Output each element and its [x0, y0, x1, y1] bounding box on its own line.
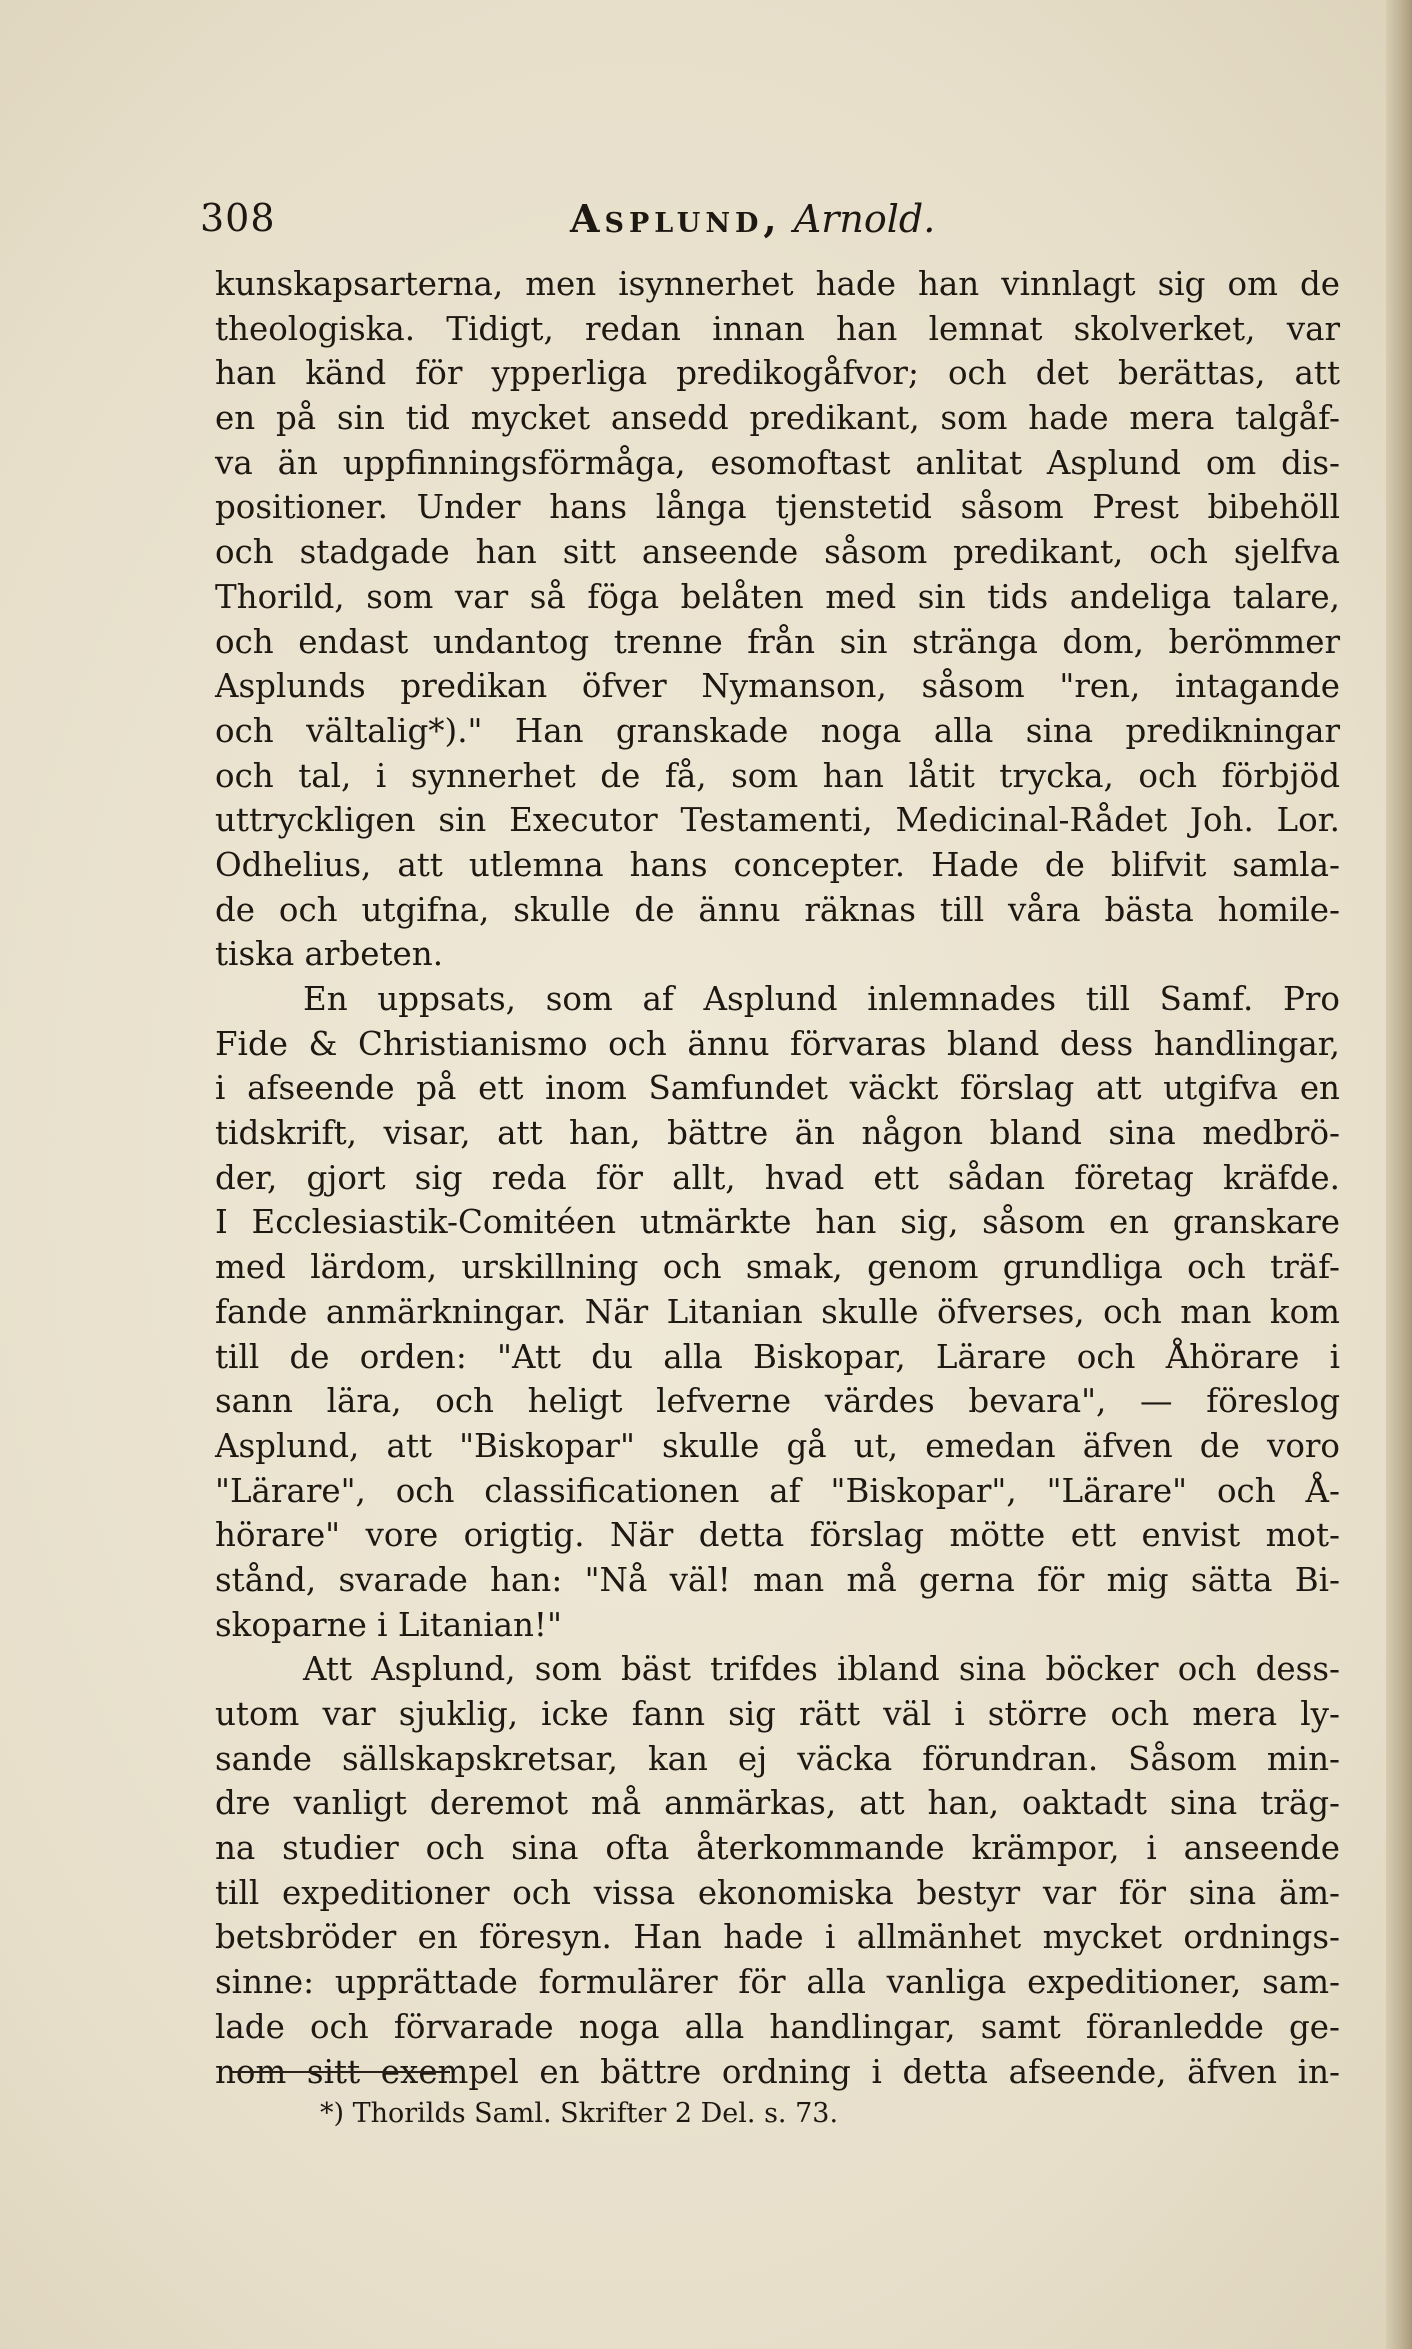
text-line: positioner. Under hans långa tjenstetid såsom Prest bibehöll: [215, 488, 1340, 527]
paragraph-start: En uppsats, som af Asplund inlemnades till Samf. Pro: [303, 980, 1340, 1018]
text-line: Asplund, att "Biskopar" skulle gå ut, emedan äfven de voro: [215, 1426, 1340, 1465]
text-line: Fide & Christianismo och ännu förvaras bland dess handlingar,: [215, 1024, 1340, 1063]
text-line: der, gjort sig reda för allt, hvad ett sådan företag kräfde.: [215, 1158, 1340, 1197]
text-line: sann lära, och heligt lefverne värdes bevara", — föreslog: [215, 1382, 1340, 1421]
footnote: *) Thorilds Saml. Skrifter 2 Del. s. 73.: [320, 2098, 839, 2129]
text-line: betsbröder en föresyn. Han hade i allmänhet mycket ordnings-: [215, 1918, 1340, 1957]
text-line: hörare" vore origtig. När detta förslag mötte ett envist mot-: [215, 1516, 1340, 1555]
running-title-given-name: Arnold.: [793, 197, 936, 241]
text-line: utom var sjuklig, icke fann sig rätt väl i större och mera ly-: [215, 1695, 1340, 1733]
text-line: kunskapsarterna, men isynnerhet hade han vinnlagt sig om de: [215, 265, 1340, 303]
text-line: Asplunds predikan öfver Nymanson, såsom "ren, intagande: [215, 667, 1340, 706]
page-edge: [1386, 0, 1412, 2349]
text-line: I Ecclesiastik-Comitéen utmärkte han sig, såsom en granskare: [215, 1203, 1340, 1242]
page-number: 308: [200, 196, 276, 240]
text-line: nom sitt exempel en bättre ordning i detta afseende, äfven in-: [215, 2052, 1340, 2091]
text-line: till expeditioner och vissa ekonomiska bestyr var för sina äm-: [215, 1873, 1340, 1912]
text-line: theologiska. Tidigt, redan innan han lemnat skolverket, var: [215, 309, 1340, 348]
text-line: uttryckligen sin Executor Testamenti, Medicinal-Rådet Joh. Lor.: [215, 801, 1340, 840]
running-header: [200, 196, 1200, 246]
body-text: [215, 262, 1340, 2094]
paragraph-start: Att Asplund, som bäst trifdes ibland sina böcker och dess-: [303, 1650, 1340, 1689]
text-line: med lärdom, urskillning och smak, genom grundliga och träf-: [215, 1248, 1340, 1287]
text-line: tiska arbeten.: [215, 935, 444, 974]
text-line: lade och förvarade noga alla handlingar, samt föranledde ge-: [215, 2007, 1340, 2046]
text-line: och stadgade han sitt anseende såsom predikant, och sjelfva: [215, 533, 1340, 572]
running-title: [570, 196, 935, 241]
text-line: va än uppfinningsförmåga, esomoftast anlitat Asplund om dis-: [215, 443, 1340, 482]
text-line: sande sällskapskretsar, kan ej väcka förundran. Såsom min-: [215, 1739, 1340, 1778]
text-line: fande anmärkningar. När Litanian skulle öfverses, och man kom: [215, 1292, 1340, 1331]
text-line: skoparne i Litanian!": [215, 1605, 562, 1644]
text-line: han känd för ypperliga predikogåfvor; och det berättas, att: [215, 354, 1340, 393]
text-line: na studier och sina ofta återkommande krämpor, i anseende: [215, 1829, 1340, 1868]
running-title-surname: Asplund,: [570, 196, 782, 241]
text-line: sinne: upprättade formulärer för alla vanliga expeditioner, sam-: [215, 1963, 1340, 2002]
text-line: och tal, i synnerhet de få, som han låtit trycka, och förbjöd: [215, 756, 1340, 795]
text-line: till de orden: "Att du alla Biskopar, Lärare och Åhörare i: [215, 1337, 1340, 1376]
text-line: stånd, svarade han: "Nå väl! man må gerna för mig sätta Bi-: [215, 1560, 1340, 1599]
text-line: tidskrift, visar, att han, bättre än någon bland sina medbrö-: [215, 1114, 1340, 1153]
text-line: dre vanligt deremot må anmärkas, att han, oaktadt sina träg-: [215, 1784, 1340, 1823]
text-line: i afseende på ett inom Samfundet väckt förslag att utgifva en: [215, 1069, 1340, 1108]
text-line: Thorild, som var så föga belåten med sin tids andeliga talare,: [215, 577, 1340, 616]
footnote-rule: [232, 2071, 450, 2073]
text-line: de och utgifna, skulle de ännu räknas till våra bästa homile-: [215, 890, 1340, 929]
text-line: en på sin tid mycket ansedd predikant, som hade mera talgåf-: [215, 399, 1340, 438]
text-line: och vältalig*)." Han granskade noga alla sina predikningar: [215, 711, 1340, 750]
text-line: "Lärare", och classificationen af "Biskopar", "Lärare" och Å-: [215, 1471, 1340, 1510]
text-line: och endast undantog trenne från sin stränga dom, berömmer: [215, 622, 1340, 661]
text-line: Odhelius, att utlemna hans concepter. Hade de blifvit samla-: [215, 845, 1340, 884]
